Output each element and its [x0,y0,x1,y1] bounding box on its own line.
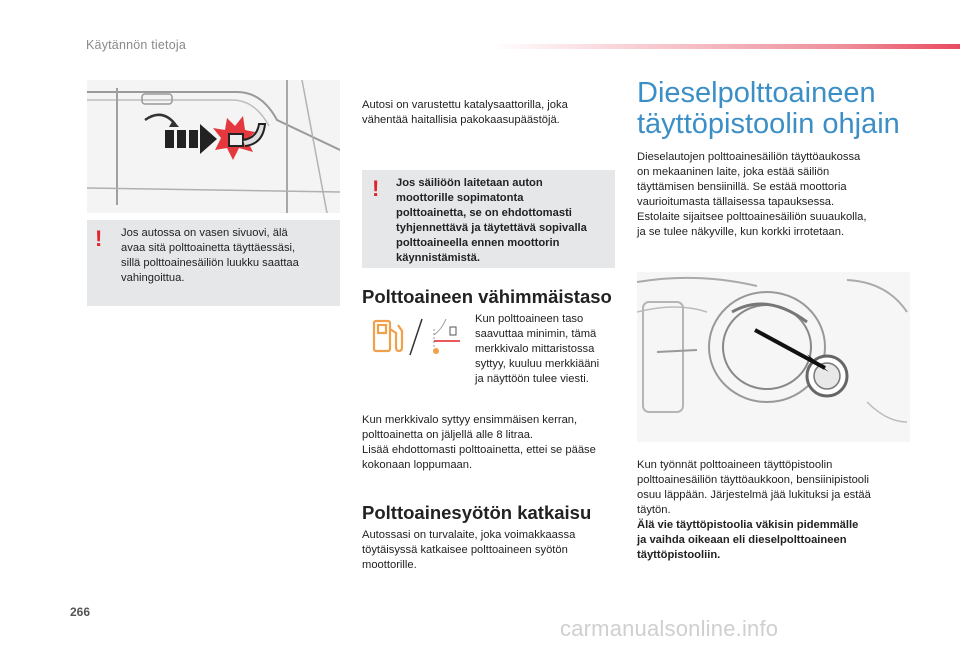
text-line: ja se tulee näkyville, kun korkki irrotetaan. [637,226,845,238]
text-line: töytäisyssä katkaisee polttoaineen syötön [362,544,568,556]
text-line: täytön. [637,504,671,516]
text-line: moottorille. [362,559,417,571]
warning-line: käynnistämistä. [396,252,480,264]
text-line: Kun polttoaineen taso [475,313,584,325]
nozzle-insertion-text [637,458,871,563]
warning-line: Jos autossa on vasen sivuovi, älä [121,227,288,239]
text-line: Älä vie täyttöpistoolia väkisin pidemmälle [637,519,859,531]
warning-line: avaa sitä polttoainetta täyttäessäsi, [121,242,296,254]
fuel-gauge-icon [433,319,460,354]
text-line: ja näyttöön tulee viesti. [475,373,589,385]
fuel-flap-illustration [87,80,340,213]
header-accent-bar [490,44,960,49]
warning-line: vahingoittua. [121,272,185,284]
minimum-level-text [475,312,599,387]
heading-line: Dieselpolttoaineen [637,77,876,109]
minimum-level-details [362,413,596,473]
fuel-pump-icon [374,321,402,351]
warning-line: polttoaineella ennen moottorin [396,237,560,249]
minimum-level-heading: Polttoaineen vähimmäistaso [362,286,612,307]
text-line: vaurioitumasta tällaisessa tapauksessa. [637,196,835,208]
fuel-cutoff-text [362,528,575,573]
text-line: täyttöpistooliin. [637,549,721,561]
warning-exclamation-icon: ! [372,176,380,201]
filler-neck-illustration [637,272,910,442]
warning-line: tyhjennettävä ja täytettävä sopivalla [396,222,587,234]
text-line: vähentää haitallisia pakokaasupäästöjä. [362,114,560,126]
text-line: Kun merkkivalo syttyy ensimmäisen kerran, [362,414,578,426]
text-line: täyttämisen bensiinillä. Se estää moottoria [637,181,847,193]
catalyst-intro [362,98,568,128]
warning-line: moottorille sopimatonta [396,192,524,204]
section-title: Käytännön tietoja [86,38,187,52]
text-line: saavuttaa minimin, tämä [475,328,597,340]
text-line: Autossasi on turvalaite, joka voimakkaassa [362,529,576,541]
warning-line: polttoainetta, se on ehdottomasti [396,207,572,219]
warning-line: Jos säiliöön laitetaan auton [396,177,543,189]
heading-line: täyttöpistoolin ohjain [637,108,900,140]
text-line: polttoainetta on jäljellä alle 8 litraa. [362,429,534,441]
text-line: on mekaaninen laite, joka estää säiliön [637,166,830,178]
text-line: Dieselautojen polttoainesäiliön täyttöaukossa [637,151,861,163]
text-line: Autosi on varustettu katalysaattorilla, joka [362,99,568,111]
fuel-cutoff-heading: Polttoainesyötön katkaisu [362,502,592,523]
text-line: Estolaite sijaitsee polttoainesäiliön suuaukolla, [637,211,867,223]
warning-line: sillä polttoainesäiliön luukku saattaa [121,257,299,269]
text-line: Lisää ehdottomasti polttoainetta, ettei se pääse [362,444,596,456]
separator-slash [410,319,422,355]
text-line: osuu läppään. Järjestelmä jää lukituksi ja estää [637,489,871,501]
page-number: 266 [70,605,91,619]
text-line: ja vaihda oikeaan eli dieselpolttoaineen [637,534,847,546]
wrong-fuel-warning [362,170,615,268]
diesel-nozzle-guide-heading [637,78,900,140]
text-line: Kun työnnät polttoaineen täyttöpistoolin [637,459,833,471]
watermark-text: carmanualsonline.info [560,616,779,641]
warning-exclamation-icon: ! [95,226,103,251]
text-line: polttoainesäiliön täyttöaukkoon, bensiinipistooli [637,474,869,486]
text-line: kokonaan loppumaan. [362,459,473,471]
text-line: merkkivalo mittaristossa [475,343,595,355]
side-door-warning [87,220,340,306]
diesel-guide-description [637,150,867,240]
text-line: syttyy, kuuluu merkkiääni [475,358,600,370]
fuel-warning-icons [370,315,462,357]
